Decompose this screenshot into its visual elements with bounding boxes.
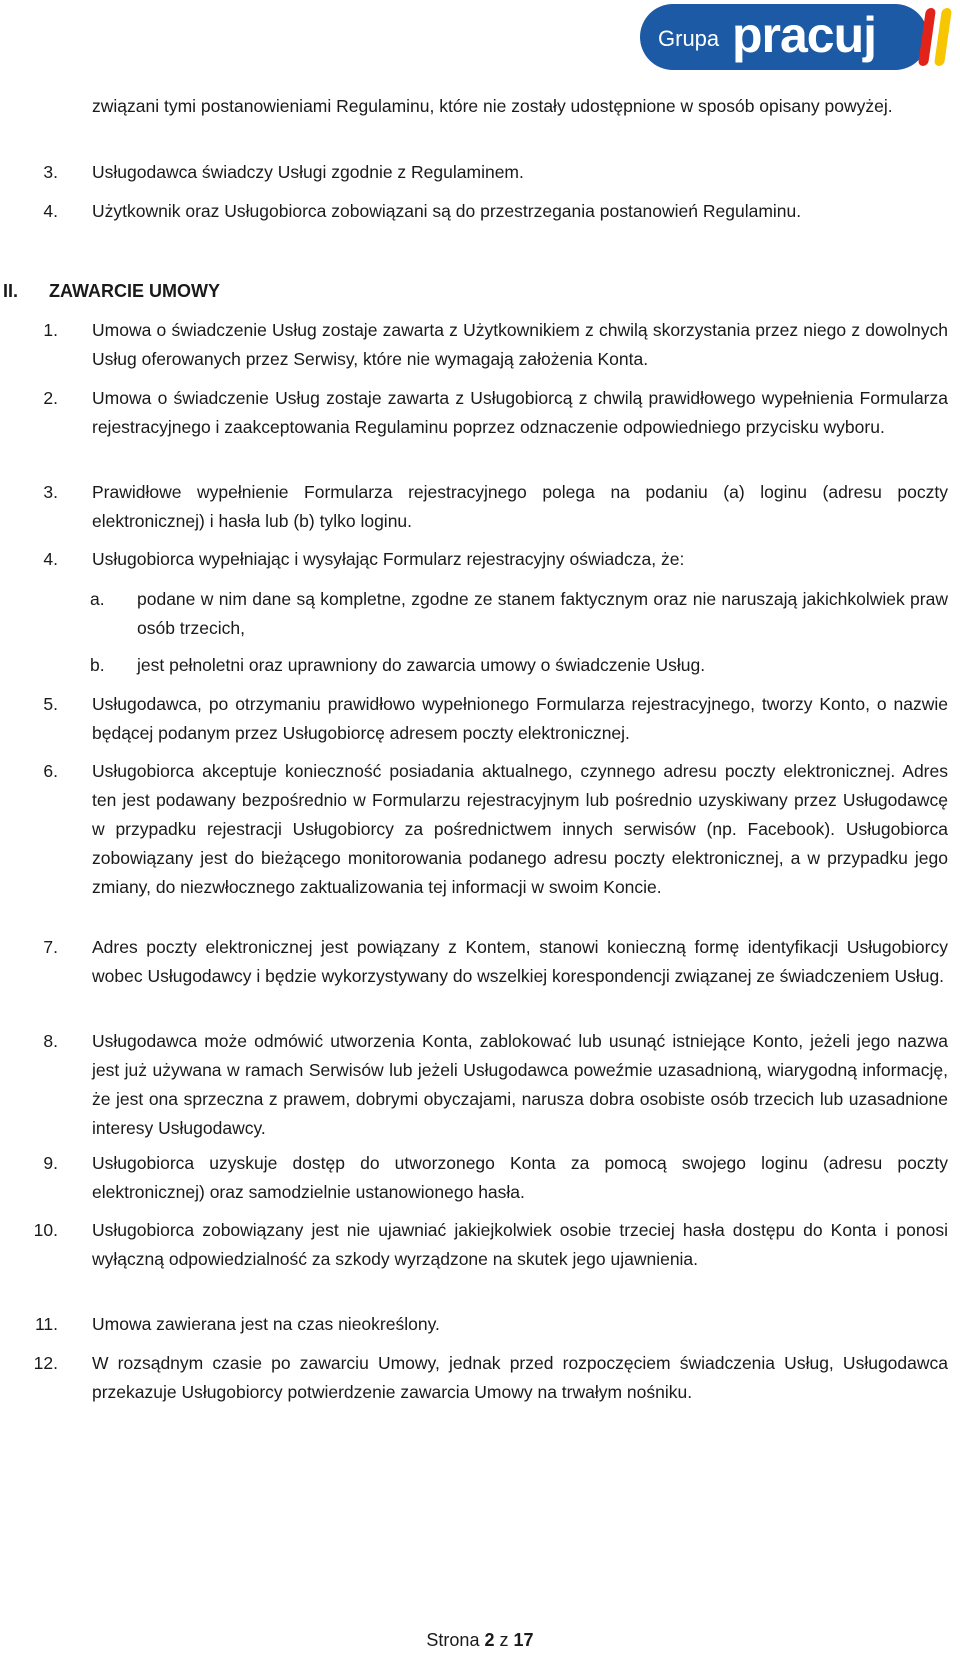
- subitem-text: jest pełnoletni oraz uprawniony do zawarcia umowy o świadczenie Usług.: [137, 655, 706, 675]
- item-text: Prawidłowe wypełnienie Formularza rejestracyjnego polega na podaniu (a) loginu (adresu poczty elektronicznej) i hasła lub (b) tylko loginu.: [92, 482, 948, 531]
- item-number: 11.: [34, 1314, 58, 1334]
- item-text: Umowa o świadczenie Usług zostaje zawarta z Użytkownikiem z chwilą skorzystania przez niego z dowolnych Usług oferowanych przez Serwisy, które nie wymagają założenia Konta.: [92, 320, 948, 369]
- subitem-letter: a.: [90, 589, 105, 609]
- footer-total-pages: 17: [513, 1630, 534, 1650]
- subitem-letter: b.: [90, 655, 105, 675]
- section-heading: [3, 277, 220, 306]
- logo-pracuj-text: pracuj: [732, 7, 877, 63]
- item-number: 8.: [43, 1031, 58, 1051]
- item-text: Umowa o świadczenie Usług zostaje zawarta z Usługobiorcą z chwilą prawidłowego wypełnienia Formularza rejestracyjnego i zaakceptowania Regulaminu poprzez odznaczenie odpowiedniego przycisku wyboru.: [92, 388, 948, 437]
- intro-continuation: związani tymi postanowieniami Regulaminu, które nie zostały udostępnione w sposób opisany powyżej.: [92, 96, 893, 116]
- intro-item-number: 4.: [43, 201, 58, 221]
- item-number: 7.: [43, 937, 58, 957]
- item-text: Usługodawca, po otrzymaniu prawidłowo wypełnionego Formularza rejestracyjnego, tworzy Konto, o nazwie będącej podanym przez Usługobiorcę adresem poczty elektronicznej.: [92, 694, 948, 743]
- item-text: Usługobiorca zobowiązany jest nie ujawniać jakiejkolwiek osobie trzeciej hasła dostępu do Konta i ponosi wyłączną odpowiedzialność za szkody wyrządzone na skutek jego ujawnienia.: [92, 1220, 948, 1269]
- item-text: Umowa zawierana jest na czas nieokreślony.: [92, 1314, 440, 1334]
- item-number: 1.: [43, 320, 58, 340]
- page-footer: [0, 1630, 960, 1651]
- grupa-pracuj-logo: [640, 4, 952, 70]
- item-text: Usługobiorca uzyskuje dostęp do utworzonego Konta za pomocą swojego loginu (adresu poczty elektronicznej) oraz samodzielnie ustanowionego hasła.: [92, 1153, 948, 1202]
- item-number: 3.: [43, 482, 58, 502]
- footer-prefix: Strona: [426, 1630, 480, 1650]
- item-number: 2.: [43, 388, 58, 408]
- item-number: 10.: [33, 1220, 58, 1240]
- item-number: 6.: [43, 761, 58, 781]
- intro-item-text: Użytkownik oraz Usługobiorca zobowiązani są do przestrzegania postanowień Regulaminu.: [92, 201, 802, 221]
- item-text: Usługodawca może odmówić utworzenia Konta, zablokować lub usunąć istniejące Konto, jeżeli jego nazwa jest już używana w ramach Serwisów lub jeżeli Usługodawca poweźmie uzasadnioną, wiarygodną informację, że jest ona sprzeczna z prawem, dobrymi obyczajami, narusza dobra osobiste osób trzecich lub uzasadnione interesy Usługodawcy.: [92, 1031, 948, 1138]
- footer-page-number: 2: [484, 1630, 495, 1650]
- item-number: 12.: [33, 1353, 58, 1373]
- intro-item-number: 3.: [43, 162, 58, 182]
- item-text: Usługobiorca akceptuje konieczność posiadania aktualnego, czynnego adresu poczty elektronicznej. Adres ten jest podawany bezpośrednio w Formularzu rejestracyjnym lub pośrednio uzyskiwany przez Usługodawcę w przypadku rejestracji Usługobiorcy za pośrednictwem innych serwisów (np. Facebook). Usługobiorca zobowiązany jest do bieżącego monitorowania podanego adresu poczty elektronicznej, a w przypadku jego zmiany, do niezwłocznego zaktualizowania tej informacji w swoim Koncie.: [92, 761, 948, 897]
- logo-grupa-text: Grupa: [658, 26, 720, 51]
- item-text: Adres poczty elektronicznej jest powiązany z Kontem, stanowi konieczną formę identyfikacji Usługobiorcy wobec Usługodawcy i będzie wykorzystywany do wszelkiej korespondencji związanej ze świadczeniem Usług.: [92, 937, 948, 986]
- intro-item-text: Usługodawca świadczy Usługi zgodnie z Regulaminem.: [92, 162, 524, 182]
- footer-separator: z: [499, 1630, 509, 1650]
- logo-stripe-yellow: [934, 8, 952, 66]
- item-number: 5.: [43, 694, 58, 714]
- section-roman-numeral: II.: [3, 281, 19, 301]
- item-text: W rozsądnym czasie po zawarciu Umowy, jednak przed rozpoczęciem świadczenia Usług, Usługodawca przekazuje Usługobiorcy potwierdzenie zawarcia Umowy na trwałym nośniku.: [92, 1353, 948, 1402]
- item-number: 4.: [43, 549, 58, 569]
- section-title: ZAWARCIE UMOWY: [49, 281, 220, 301]
- item-number: 9.: [43, 1153, 58, 1173]
- subitem-text: podane w nim dane są kompletne, zgodne ze stanem faktycznym oraz nie naruszają jakichkolwiek praw osób trzecich,: [137, 589, 948, 638]
- item-text: Usługobiorca wypełniając i wysyłając Formularz rejestracyjny oświadcza, że:: [92, 549, 685, 569]
